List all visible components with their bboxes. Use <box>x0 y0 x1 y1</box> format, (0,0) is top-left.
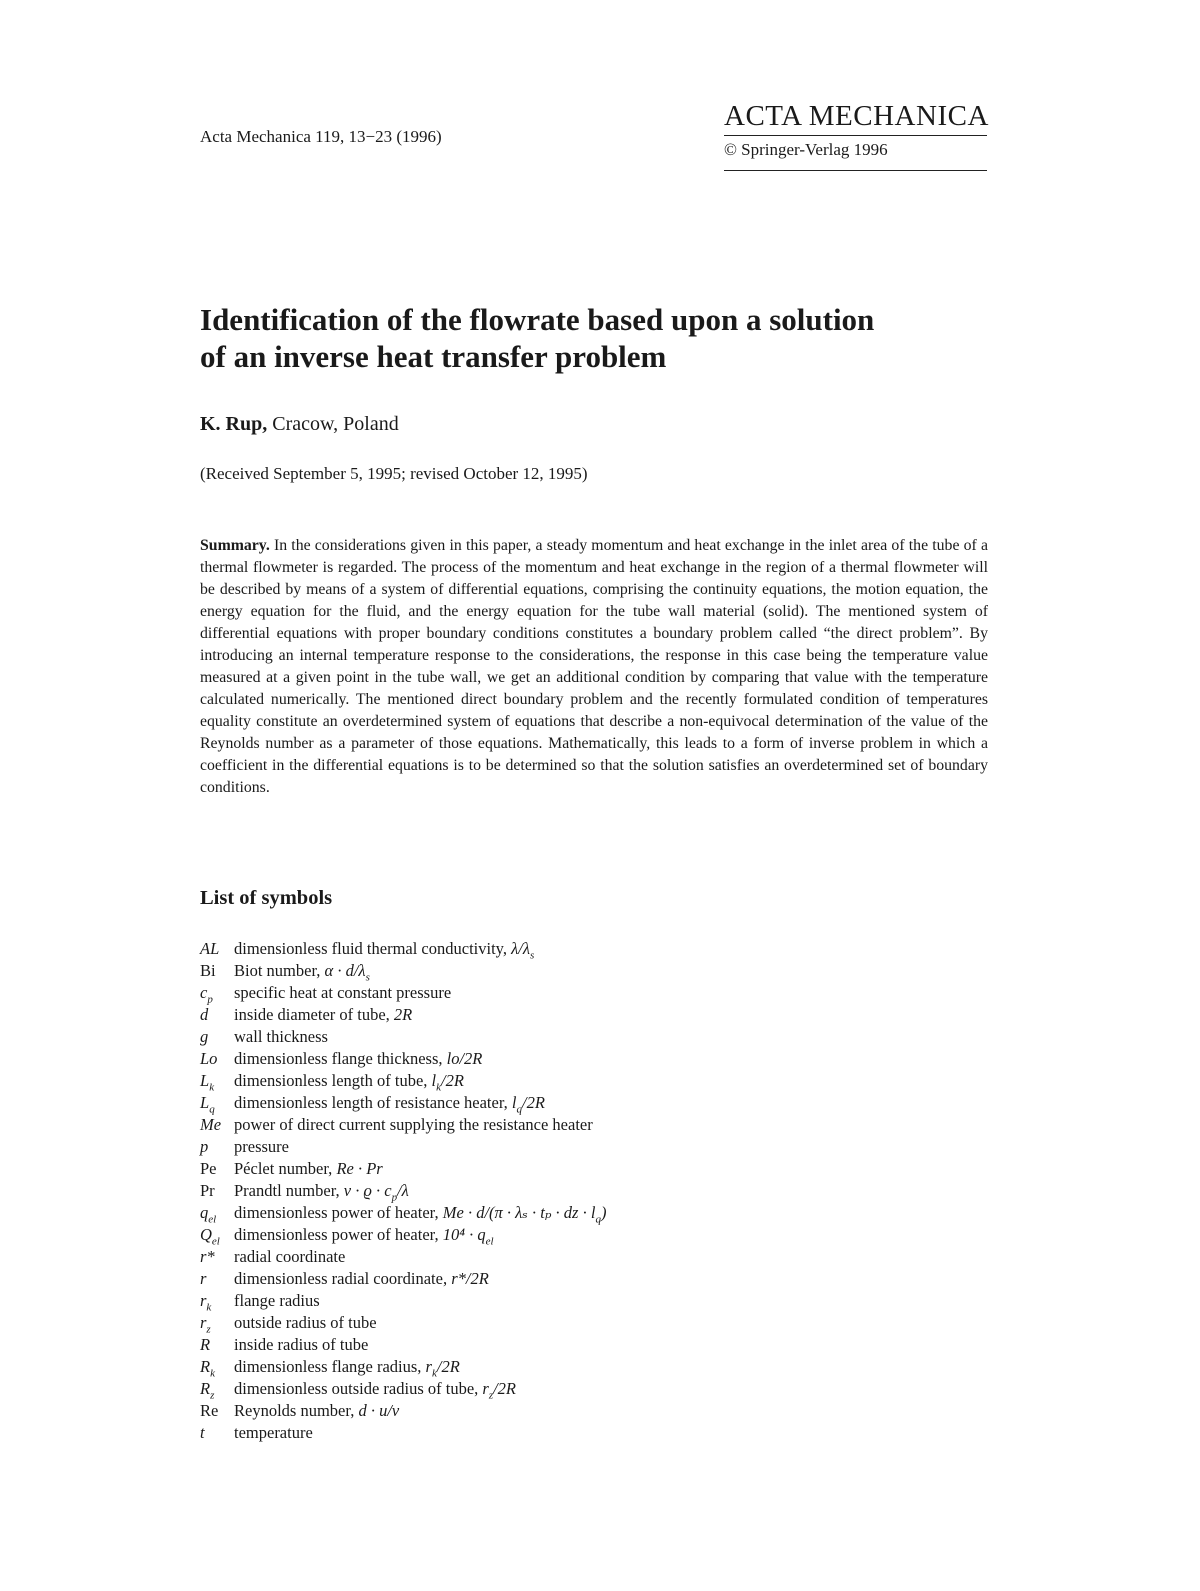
formula: 10⁴ · q <box>438 1225 486 1244</box>
description-text: dimensionless length of tube, <box>234 1071 428 1090</box>
symbol-row <box>200 1180 1000 1202</box>
formula-subscript: k <box>431 1367 437 1380</box>
formula: 2R <box>389 1005 413 1024</box>
symbol-row <box>200 1136 1000 1158</box>
symbol-main: g <box>200 1027 209 1046</box>
formula: lo/2R <box>442 1049 483 1068</box>
symbol-row <box>200 982 1000 1004</box>
formula-tail: /2R <box>522 1093 545 1112</box>
symbol-main: t <box>200 1423 205 1442</box>
symbol <box>200 1290 234 1312</box>
symbol-row <box>200 1004 1000 1026</box>
symbol-description <box>234 982 451 1004</box>
publisher-copyright: © Springer-Verlag 1996 <box>724 140 888 159</box>
symbol-main: Re <box>200 1401 219 1420</box>
formula: v · ϱ · c <box>339 1181 392 1200</box>
formula: r*/2R <box>447 1269 489 1288</box>
description-text: dimensionless length of resistance heater, <box>234 1093 508 1112</box>
symbol-row <box>200 1334 1000 1356</box>
author-name: K. Rup, <box>200 413 268 435</box>
description-text: radial coordinate <box>234 1247 346 1266</box>
symbol-row <box>200 960 1000 982</box>
symbol-main: r <box>200 1291 207 1310</box>
symbol-description <box>234 1092 545 1114</box>
description-text: Prandtl number, <box>234 1181 340 1200</box>
description-text: outside radius of tube <box>234 1313 377 1332</box>
summary-paragraph <box>200 535 988 799</box>
author-line <box>200 413 399 436</box>
symbol-main: d <box>200 1005 209 1024</box>
symbol-main: r <box>200 1313 207 1332</box>
symbol-main: L <box>200 1071 210 1090</box>
description-text: power of direct current supplying the resistance heater <box>234 1115 593 1134</box>
symbol-subscript: k <box>210 1367 215 1380</box>
symbol-description <box>234 1026 328 1048</box>
formula-subscript: z <box>488 1389 494 1402</box>
formula-tail: /2R <box>441 1071 464 1090</box>
formula-subscript: q <box>516 1103 523 1116</box>
journal-rule-top <box>724 135 987 136</box>
symbol-description <box>234 1400 399 1422</box>
symbol-description <box>234 1334 368 1356</box>
symbol-main: Me <box>200 1115 222 1134</box>
symbol <box>200 960 234 982</box>
symbol-subscript: q <box>209 1103 215 1116</box>
symbols-heading: List of symbols <box>200 887 333 909</box>
symbol <box>200 1114 234 1136</box>
symbol-description <box>234 1202 606 1224</box>
symbol-description <box>234 1356 460 1378</box>
formula: r <box>478 1379 489 1398</box>
title-line-1: Identification of the flowrate based upon a solution <box>200 302 875 337</box>
formula-subscript: el <box>485 1235 494 1248</box>
symbol-subscript: k <box>209 1081 215 1094</box>
symbol-subscript: p <box>207 993 213 1006</box>
formula: Re · Pr <box>332 1159 383 1178</box>
symbol-description <box>234 1246 345 1268</box>
summary-text: In the considerations given in this paper, a steady momentum and heat exchange in the inlet area of the tube of a thermal flowmeter is regarded. The process of the momentum and heat exchange in the region of a thermal flowmeter will be described by means of a system of differential equations, comprising the continuity equations, the motion equation, the energy equation for the fluid, and the energy equation for the tube wall material (solid). The mentioned system of differential equations with proper boundary conditions constitutes a boundary problem called “the direct problem”. By introducing an internal temperature response to the considerations, the response in this case being the temperature value measured at a given point in the tube wall, we get an additional condition by comparing that value with the temperature calculated numerically. The mentioned direct boundary problem and the recently formulated condition of temperatures equality constitute an overdetermined system of equations that describe a non-equivocal determination of the value of the Reynolds number as a parameter of those equations. Mathematically, this leads to a form of inverse problem in which a coefficient in the differential equations is to be determined so that the solution satisfies an overdetermined set of boundary conditions. <box>200 537 988 796</box>
symbol-main: L <box>200 1093 210 1112</box>
symbol <box>200 1422 234 1444</box>
symbol-description <box>234 1180 409 1202</box>
symbol-main: Pr <box>200 1181 215 1200</box>
symbol <box>200 1400 234 1422</box>
symbol <box>200 1378 234 1400</box>
formula: l <box>427 1071 437 1090</box>
symbol-row <box>200 1158 1000 1180</box>
formula-subscript: q <box>595 1213 601 1226</box>
symbol-description <box>234 1312 377 1334</box>
symbol-row <box>200 938 1000 960</box>
symbol <box>200 1202 234 1224</box>
formula: r <box>421 1357 432 1376</box>
description-text: specific heat at constant pressure <box>234 983 452 1002</box>
symbol-main: r <box>200 1269 207 1288</box>
symbol-row <box>200 1246 1000 1268</box>
symbol-subscript: k <box>206 1301 212 1314</box>
journal-rule-bottom <box>724 170 987 171</box>
symbol-main: r* <box>200 1247 215 1266</box>
symbol-row <box>200 1422 1000 1444</box>
symbol-main: Q <box>200 1225 212 1244</box>
description-text: dimensionless power of heater, <box>234 1203 439 1222</box>
symbol <box>200 1246 234 1268</box>
symbol <box>200 1312 234 1334</box>
formula-subscript: s <box>529 949 535 962</box>
symbol-row <box>200 1312 1000 1334</box>
symbol-main: AL <box>200 939 220 958</box>
description-text: dimensionless flange thickness, <box>234 1049 443 1068</box>
symbol-row <box>200 1378 1000 1400</box>
symbol-subscript: z <box>210 1389 215 1402</box>
description-text: dimensionless outside radius of tube, <box>234 1379 479 1398</box>
symbol <box>200 1004 234 1026</box>
symbol-description <box>234 1070 464 1092</box>
formula-tail: /λ <box>397 1181 409 1200</box>
symbol-main: R <box>200 1357 211 1376</box>
article-title <box>200 301 1000 375</box>
symbol-description <box>234 1290 320 1312</box>
title-line-2: of an inverse heat transfer problem <box>200 339 667 374</box>
symbol <box>200 1026 234 1048</box>
description-text: inside radius of tube <box>234 1335 369 1354</box>
formula-subscript: k <box>436 1081 442 1094</box>
symbol-main: Bi <box>200 961 216 980</box>
formula-tail: /2R <box>436 1357 460 1376</box>
description-text: flange radius <box>234 1291 320 1310</box>
symbol-description <box>234 1136 289 1158</box>
author-location: Cracow, Poland <box>267 413 399 435</box>
symbol-description <box>234 1158 383 1180</box>
symbol <box>200 1334 234 1356</box>
description-text: dimensionless radial coordinate, <box>234 1269 448 1288</box>
symbol <box>200 1092 234 1114</box>
symbol-row <box>200 1202 1000 1224</box>
symbol-row <box>200 1070 1000 1092</box>
description-text: Reynolds number, <box>234 1401 355 1420</box>
symbol-row <box>200 1026 1000 1048</box>
symbol-description <box>234 1004 412 1026</box>
formula: λ/λ <box>506 939 530 958</box>
symbol-subscript: el <box>208 1213 217 1226</box>
symbol <box>200 1136 234 1158</box>
description-text: dimensionless fluid thermal conductivity, <box>234 939 507 958</box>
symbol-description <box>234 938 534 960</box>
symbol-description <box>234 1114 593 1136</box>
symbol-row <box>200 1224 1000 1246</box>
journal-citation: Acta Mechanica 119, 13−23 (1996) <box>200 127 442 146</box>
symbol <box>200 938 234 960</box>
symbol-main: p <box>200 1137 209 1156</box>
symbol-row <box>200 1092 1000 1114</box>
symbol <box>200 1268 234 1290</box>
formula: Me · d/(π · λₛ · tₚ · dz · l <box>438 1203 596 1222</box>
symbol <box>200 1070 234 1092</box>
symbol <box>200 1048 234 1070</box>
description-text: dimensionless power of heater, <box>234 1225 439 1244</box>
symbol-row <box>200 1114 1000 1136</box>
description-text: Péclet number, <box>234 1159 333 1178</box>
description-text: temperature <box>234 1423 313 1442</box>
formula: α · d/λ <box>320 961 366 980</box>
description-text: Biot number, <box>234 961 321 980</box>
symbol-description <box>234 1378 516 1400</box>
description-text: dimensionless flange radius, <box>234 1357 422 1376</box>
symbols-list <box>200 938 1000 1444</box>
symbol-description <box>234 960 370 982</box>
symbol-main: R <box>200 1379 211 1398</box>
symbol-subscript: z <box>206 1323 211 1336</box>
symbol-main: Lo <box>200 1049 218 1068</box>
symbol-subscript: el <box>211 1235 220 1248</box>
formula-subscript: p <box>391 1191 398 1204</box>
formula-tail: /2R <box>493 1379 517 1398</box>
symbol-description <box>234 1268 489 1290</box>
symbol <box>200 1224 234 1246</box>
symbol <box>200 1356 234 1378</box>
description-text: inside diameter of tube, <box>234 1005 390 1024</box>
description-text: pressure <box>234 1137 289 1156</box>
symbol-row <box>200 1356 1000 1378</box>
symbol-row <box>200 1400 1000 1422</box>
symbol <box>200 1180 234 1202</box>
formula-subscript: s <box>365 971 370 984</box>
description-text: wall thickness <box>234 1027 328 1046</box>
symbol-row <box>200 1048 1000 1070</box>
symbol-description <box>234 1048 482 1070</box>
symbol-row <box>200 1268 1000 1290</box>
symbol-main: q <box>200 1203 209 1222</box>
formula: l <box>507 1093 517 1112</box>
symbol <box>200 1158 234 1180</box>
formula-tail: ) <box>600 1203 607 1222</box>
symbol <box>200 982 234 1004</box>
received-dates: (Received September 5, 1995; revised October 12, 1995) <box>200 464 588 483</box>
symbol-main: R <box>200 1335 211 1354</box>
summary-label: Summary. <box>200 537 270 554</box>
symbol-row <box>200 1290 1000 1312</box>
symbol-main: c <box>200 983 208 1002</box>
symbol-main: Pe <box>200 1159 217 1178</box>
symbol-description <box>234 1224 494 1246</box>
journal-name: ACTA MECHANICA <box>724 100 989 132</box>
symbol-description <box>234 1422 313 1444</box>
formula: d · u/v <box>354 1401 400 1420</box>
